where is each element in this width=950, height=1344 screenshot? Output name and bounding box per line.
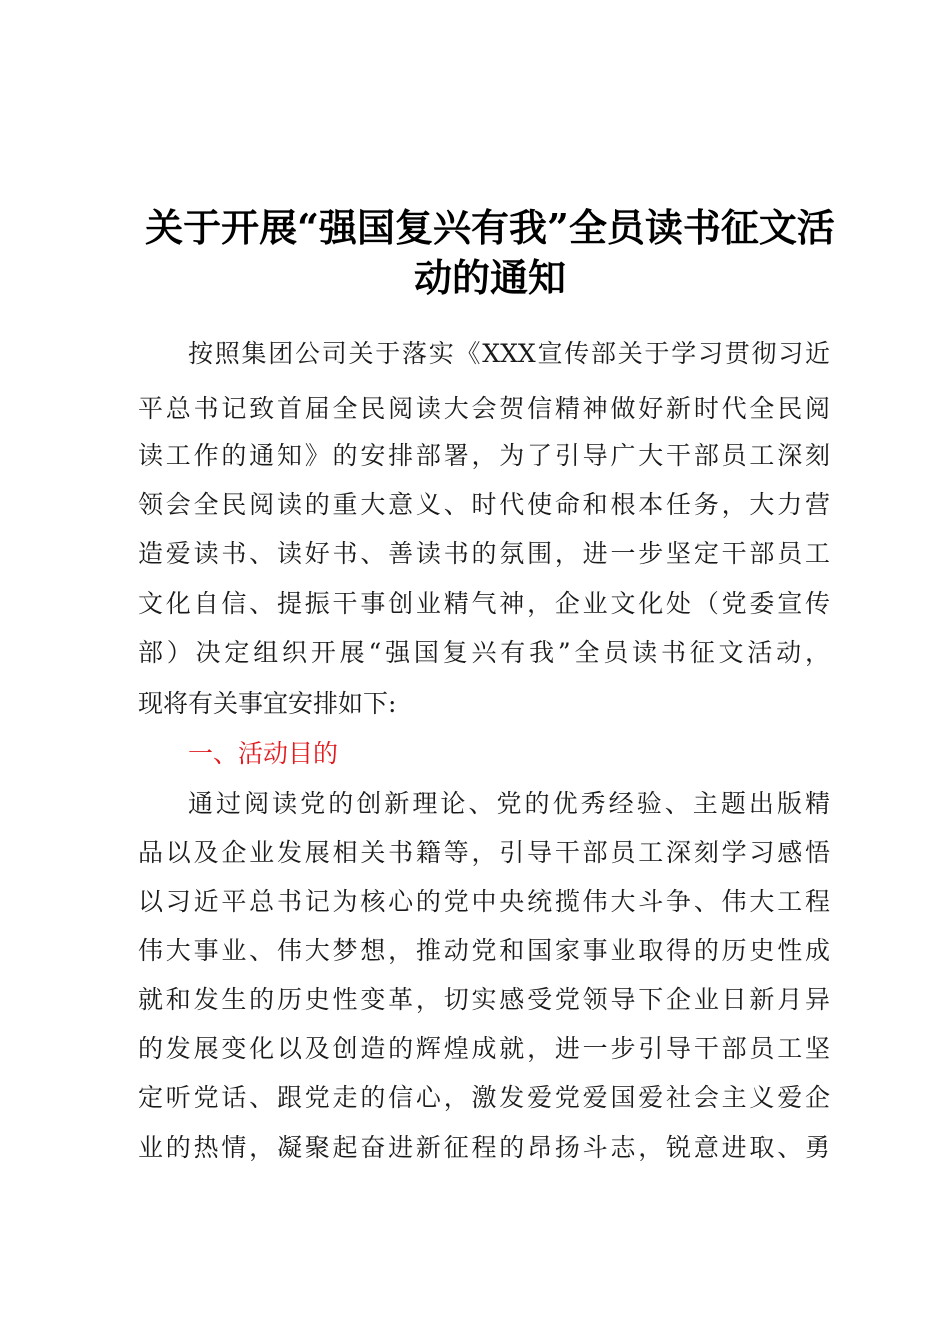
document-title-line-1: 关于开展“强国复兴有我”全员读书征文活 (145, 205, 835, 250)
paragraph-2-line: 以习近平总书记为核心的党中央统揽伟大斗争、伟大工程 (138, 887, 830, 916)
paragraph-1-line: 领会全民阅读的重大意义、时代使命和根本任务，大力营 (138, 490, 830, 519)
paragraph-2-line: 业的热情，凝聚起奋进新征程的昂扬斗志，锐意进取、勇 (138, 1133, 830, 1162)
paragraph-2-line: 定听党话、跟党走的信心，激发爱党爱国爱社会主义爱企 (138, 1083, 830, 1112)
paragraph-2-line: 伟大事业、伟大梦想，推动党和国家事业取得的历史性成 (138, 936, 830, 965)
paragraph-1-line: 部）决定组织开展“强国复兴有我”全员读书征文活动， (138, 638, 830, 667)
paragraph-1-line: 现将有关事宜安排如下: (138, 689, 397, 718)
paragraph-2-line: 品以及企业发展相关书籍等，引导干部员工深刻学习感悟 (138, 838, 830, 867)
paragraph-1-line: 读工作的通知》的安排部署，为了引导广大干部员工深刻 (138, 441, 830, 470)
paragraph-2-line: 的发展变化以及创造的辉煌成就，进一步引导干部员工坚 (138, 1034, 830, 1063)
document-title-line-2: 动的通知 (413, 255, 566, 300)
paragraph-2-line: 通过阅读党的创新理论、党的优秀经验、主题出版精 (188, 789, 830, 818)
paragraph-2-line: 就和发生的历史性变革，切实感受党领导下企业日新月异 (138, 985, 830, 1014)
paragraph-1-line: 文化自信、提振干事创业精气神，企业文化处（党委宣传 (138, 589, 830, 618)
paragraph-1-line: 平总书记致首届全民阅读大会贺信精神做好新时代全民阅 (138, 394, 830, 423)
paragraph-1-line: 按照集团公司关于落实《XXX宣传部关于学习贯彻习近 (188, 339, 830, 368)
section-heading-activity-purpose: 一、活动目的 (188, 739, 339, 768)
paragraph-1-line: 造爱读书、读好书、善读书的氛围，进一步坚定干部员工 (138, 539, 830, 568)
